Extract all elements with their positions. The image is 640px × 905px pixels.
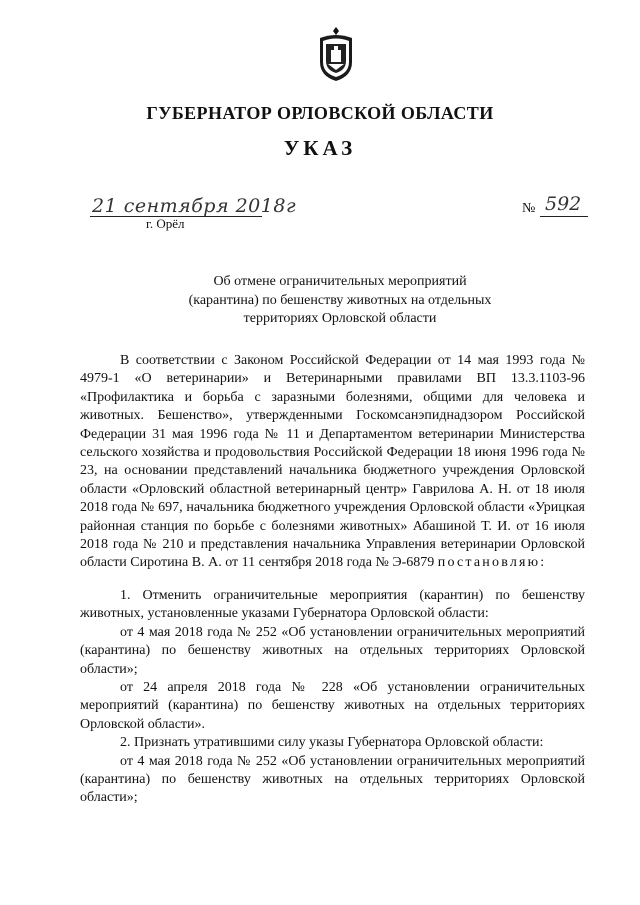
clause-1-subitem: от 4 мая 2018 года № 252 «Об установлении ограничительных мероприятий (карантина) по бешенству животных на отдельных территориях Орловской области»; bbox=[80, 624, 585, 677]
clause-2-subitem: от 4 мая 2018 года № 252 «Об установлении ограничительных мероприятий (карантина) по бешенству животных на отдельных территориях Орловской области»; bbox=[80, 753, 585, 806]
clause-1: 1. Отменить ограничительные мероприятия (карантин) по бешенству животных, установленные указами Губернатора Орловской области: bbox=[80, 587, 585, 622]
decree-body bbox=[80, 352, 585, 808]
issue-city: г. Орёл bbox=[146, 216, 185, 231]
clause-1-subitem: от 24 апреля 2018 года № 228 «Об установлении ограничительных мероприятий (карантина) по бешенству животных на отдельных территориях Орловской области». bbox=[80, 679, 585, 732]
number-underline bbox=[540, 216, 588, 217]
preamble-paragraph bbox=[80, 352, 585, 573]
number-prefix: № bbox=[522, 201, 536, 216]
coat-of-arms-icon bbox=[316, 26, 356, 82]
title-line: Об отмене ограничительных мероприятий bbox=[213, 274, 467, 289]
handwritten-date: 21 сентября 2018г bbox=[92, 195, 297, 217]
decree-word: постановляю: bbox=[437, 555, 547, 571]
handwritten-number: 592 bbox=[545, 193, 582, 215]
clause-2: 2. Признать утратившими силу указы Губернатора Орловской области: bbox=[120, 735, 544, 751]
issuing-authority: ГУБЕРНАТОР ОРЛОВСКОЙ ОБЛАСТИ bbox=[146, 103, 494, 123]
document-type: УКАЗ bbox=[283, 136, 357, 160]
preamble-text: В соответствии с Законом Российской Федерации от 14 мая 1993 года № 4979-1 «О ветеринарии» и Ветеринарными правилами ВП 13.3.1103-96 «Профилактика и борьба с заразными болезнями, общими для человека и животных. Бешенство», утвержденными Госкомсанэпиднадзором Российской Федерации 31 мая 1996 года № 11 и Департаментом ветеринарии Министерства сельского хозяйства и продовольствия Российской Федерации 18 июня 1996 года № 23, на основании представлений начальника бюджетного учреждения Орловской области «Орловский областной ветеринарный центр» Гаврилова А. Н. от 18 июля 2018 года № 697, начальника бюджетного учреждения Орловской области «Урицкая районная станция по борьбе с болезнями животных» Абашиной Т. И. от 16 июля 2018 года № 210 и представления начальника Управления ветеринарии Орловской области Сиротина В. А. от 11 сентября 2018 года № Э-6879 bbox=[80, 353, 585, 571]
title-line: (карантина) по бешенству животных на отдельных bbox=[188, 292, 492, 308]
title-line: территориях Орловской области bbox=[243, 311, 437, 326]
decree-title bbox=[150, 273, 530, 329]
paragraph-gap bbox=[80, 573, 585, 587]
